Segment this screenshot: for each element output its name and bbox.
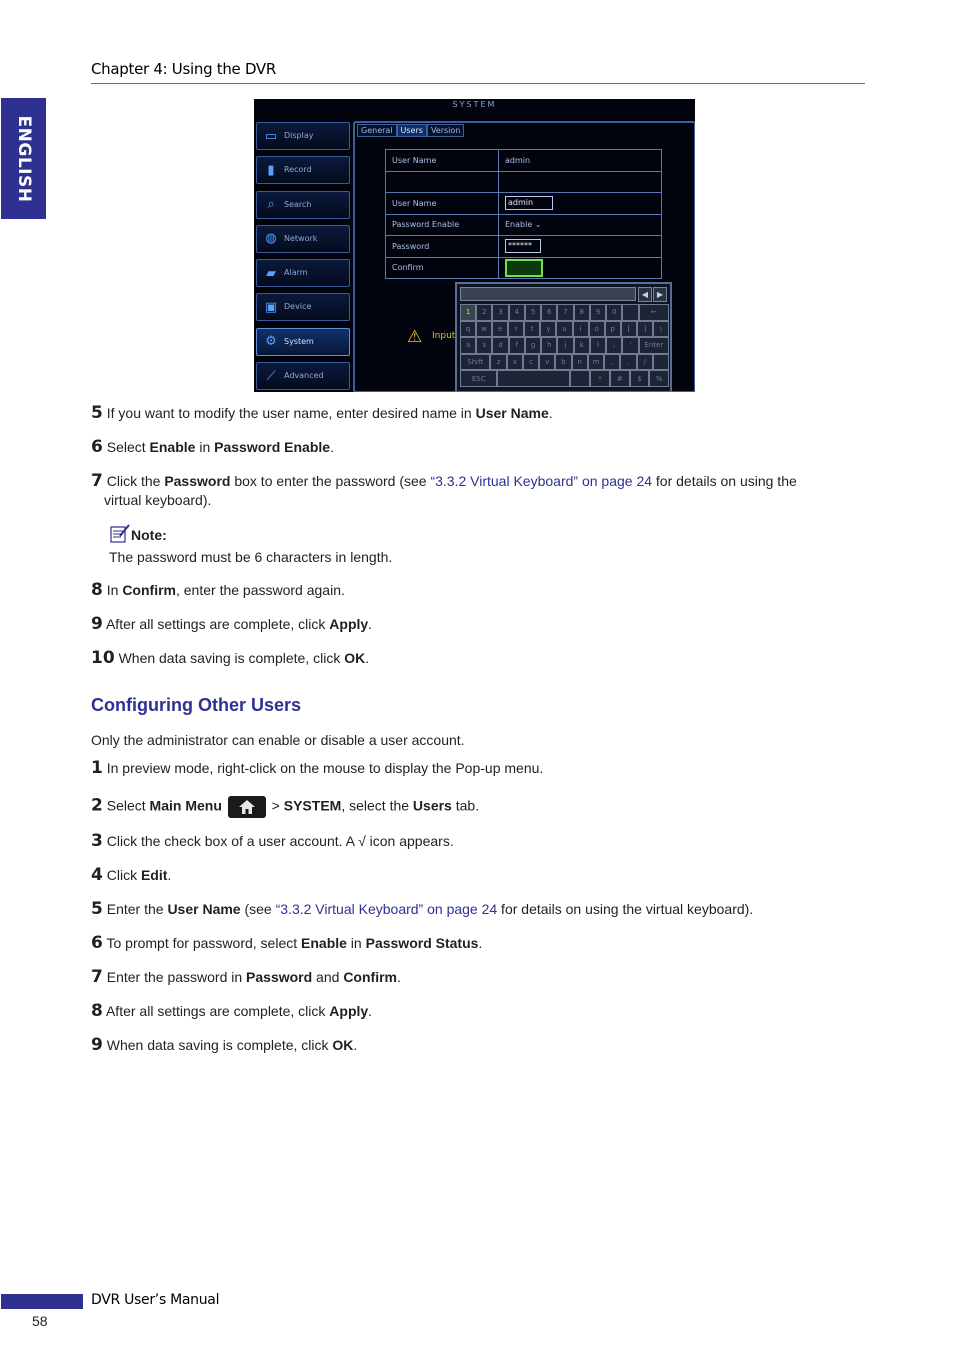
step-bold: Main Menu [149,797,222,814]
keyboard-input-field[interactable] [460,287,636,301]
step-number: 3 [91,831,103,851]
keyboard-key[interactable]: r [508,321,524,338]
keyboard-key[interactable]: y [540,321,556,338]
table-cell-empty [499,171,662,193]
step-text: . [368,1003,373,1019]
step-text: If you want to modify the user name, enter desired name in [106,405,476,421]
step-number: 4 [91,865,103,885]
keyboard-key[interactable]: m [588,354,604,371]
keyboard-key[interactable]: k [574,337,590,354]
step-text: To prompt for password, select [106,935,302,951]
keyboard-key[interactable]: t [524,321,540,338]
keyboard-row [460,304,669,321]
step-number: 5 [91,899,103,919]
step-item [91,615,372,634]
keyboard-key[interactable]: p [605,321,621,338]
step-text-continued: virtual keyboard). [104,492,212,508]
step-bold: Password [246,969,313,985]
note-label: Note: [131,527,167,543]
step-text: Click the check box of a user account. A √ icon appears. [106,833,454,849]
step-item [91,934,482,953]
keyboard-key[interactable]: l [590,337,606,354]
keyboard-key[interactable]: 7 [557,304,573,321]
keyboard-key[interactable]: 4 [509,304,525,321]
step-bold: SYSTEM [283,797,342,814]
dvr-menu-record[interactable] [256,156,350,184]
table-row [386,193,662,215]
step-bold: User Name [167,901,241,917]
keyboard-key[interactable]: g [525,337,541,354]
confirm-field[interactable] [505,259,543,277]
step-text: Select [106,797,150,814]
section-title: Configuring Other Users [91,695,302,715]
alarm-icon: ▰ [266,265,276,281]
dvr-window-title: SYSTEM [452,100,497,109]
step-bold: OK [344,650,366,666]
cross-reference-link[interactable]: “3.3.2 Virtual Keyboard” on page 24 [275,901,498,917]
step-text: After all settings are complete, click [105,616,330,632]
step-text: Enter the [106,901,168,917]
keyboard-key[interactable]: n [572,354,588,371]
page-number: 58 [32,1313,48,1329]
step-text: > [267,797,284,814]
step-bold: Password Enable [214,439,331,455]
step-text: (see [240,901,276,917]
step-bold: Apply [329,1003,369,1019]
step-bold: Enable [301,935,347,951]
step-number: 8 [91,580,103,600]
table-cell-label: Password Enable [386,214,499,236]
arrow-left-icon[interactable]: ◀ [638,287,652,302]
step-text: In [106,582,123,598]
magnifier-icon: ⌕ [267,197,275,213]
keyboard-key[interactable]: q [460,321,476,338]
dvr-menu-search[interactable] [256,191,350,219]
step-text: After all settings are complete, click [105,1003,330,1019]
cross-reference-link[interactable]: “3.3.2 Virtual Keyboard” on page 24 [430,473,653,489]
keyboard-key[interactable]: * [590,370,610,387]
tab-general[interactable]: General [357,124,397,137]
keyboard-key[interactable]: 3 [492,304,508,321]
keyboard-key[interactable]: v [539,354,555,371]
keyboard-key[interactable]: 2 [476,304,492,321]
keyboard-key[interactable] [622,304,638,321]
step-text: for details on using the [652,473,797,489]
film-icon: ▮ [267,162,275,178]
footer-bar [1,1294,83,1309]
step-number: 7 [91,967,103,987]
table-cell-value [499,236,662,258]
footer-manual-title: DVR User’s Manual [91,1292,220,1308]
shift-key[interactable]: Shift [460,354,490,371]
table-row [386,214,662,236]
dvr-menu-label: Display [284,131,314,140]
keyboard-key[interactable]: 5 [525,304,541,321]
step-text: Click [106,867,141,883]
main-menu-button [228,796,266,818]
password-enable-value: Enable [505,220,533,230]
step-text: in [346,935,366,951]
keyboard-key[interactable]: $ [630,370,650,387]
dvr-menu-label: Alarm [284,268,308,278]
keyboard-key[interactable]: x [507,354,523,371]
step-text: , enter the password again. [175,582,345,598]
keyboard-key[interactable]: # [610,370,630,387]
step-item [91,404,553,423]
step-number: 8 [91,1001,103,1021]
dvr-menu-label: Advanced [284,371,324,381]
step-item [91,472,797,510]
step-number: 9 [91,1035,103,1055]
chapter-header: Chapter 4: Using the DVR [91,60,865,84]
step-text: . [353,1037,358,1053]
table-cell-empty [386,171,499,193]
step-item [91,581,345,600]
keyboard-key[interactable]: o [589,321,605,338]
enter-key[interactable]: Enter [639,337,669,354]
keyboard-key[interactable]: u [556,321,572,338]
keyboard-key[interactable]: f [509,337,525,354]
keyboard-key[interactable]: s [476,337,492,354]
keyboard-row [460,354,669,371]
keyboard-key[interactable]: 8 [574,304,590,321]
step-number: 5 [91,403,103,423]
keyboard-key[interactable]: 6 [541,304,557,321]
keyboard-row [460,370,669,387]
step-item [91,796,479,818]
table-row [386,171,662,193]
keyboard-key[interactable]: / [637,354,653,371]
home-icon [228,796,266,818]
table-cell-value [499,193,662,215]
table-row [386,257,662,279]
keyboard-key[interactable]: e [492,321,508,338]
notepad-icon [109,524,130,543]
keyboard-key[interactable]: ] [637,321,653,338]
password-enable-select[interactable] [505,220,542,229]
keyboard-row [460,337,669,354]
monitor-icon: ▭ [264,128,278,144]
warning-icon: ⚠ [407,327,423,347]
step-text: . [167,867,172,883]
dvr-menu-label: Record [284,165,312,175]
step-number: 1 [91,758,103,778]
step-text: tab. [451,797,480,814]
step-number: 6 [91,437,103,457]
language-tab-label: ENGLISH [13,115,34,202]
language-tab [1,98,46,219]
keyboard-key[interactable]: 1 [460,304,476,321]
step-item [91,900,753,919]
table-cell-value: admin [499,150,662,172]
dvr-menu-alarm[interactable] [256,259,350,287]
keyboard-key[interactable] [570,370,590,387]
password-field[interactable]: ****** [505,239,541,253]
table-row [386,236,662,258]
dvr-users-table [385,149,662,279]
keyboard-key[interactable]: 0 [606,304,622,321]
step-text: . [478,935,483,951]
step-text: Select [106,439,150,455]
chevron-down-icon: ⌄ [534,220,542,230]
step-text: . [396,969,401,985]
step-text: for details on using the virtual keyboard). [497,901,754,917]
table-cell-label: Password [386,236,499,258]
keyboard-keys [460,304,669,387]
step-text: In preview mode, right-click on the mouse to display the Pop-up menu. [106,760,544,776]
keyboard-key[interactable]: 9 [590,304,606,321]
keyboard-key[interactable]: % [649,370,669,387]
step-text: . [330,439,334,455]
keyboard-row [460,321,669,338]
keyboard-key[interactable]: ' [622,337,638,354]
step-text: Enter the password in [106,969,247,985]
step-item [91,759,543,778]
step-text: . [365,650,370,666]
keyboard-key[interactable]: c [523,354,539,371]
network-globe-icon: ◍ [265,231,277,247]
table-cell-label: User Name [386,193,499,215]
step-bold: Password [164,473,231,489]
dvr-tab-bar [357,124,464,137]
step-text: , select the [341,797,413,814]
keyboard-key[interactable]: w [476,321,492,338]
table-cell-value [499,214,662,236]
table-row[interactable] [386,150,662,172]
step-bold: Edit [140,867,168,883]
step-text: When data saving is complete, click [118,650,345,666]
keyboard-key[interactable]: \ [653,321,669,338]
table-cell-label: Confirm [386,257,499,279]
step-number: 9 [91,614,103,634]
step-item [91,832,454,851]
step-text: box to enter the password (see [230,473,431,489]
table-cell-value [499,257,662,279]
step-text: in [195,439,215,455]
arrow-right-icon[interactable]: ▶ [653,287,667,302]
dvr-menu-network[interactable] [256,225,350,253]
step-text: . [368,616,373,632]
step-bold: Enable [149,439,196,455]
step-bold: Apply [329,616,369,632]
step-bold: User Name [475,405,549,421]
table-cell-label: User Name [386,150,499,172]
warning-text: Input [432,331,456,341]
gear-icon: ⚙ [265,334,277,350]
step-bold: Password Status [365,935,479,951]
keyboard-key[interactable]: b [555,354,571,371]
step-item [91,968,401,987]
step-number: 6 [91,933,103,953]
keyboard-key[interactable]: [ [621,321,637,338]
step-item [91,438,334,457]
step-item [91,649,369,668]
note-text: The password must be 6 characters in length. [109,549,393,565]
tab-version[interactable]: Version [427,124,464,137]
step-item [91,866,171,885]
step-text: . [548,405,553,421]
esc-key[interactable]: ESC [460,370,497,387]
step-text: When data saving is complete, click [106,1037,333,1053]
keyboard-key[interactable]: a [460,337,476,354]
keyboard-key[interactable]: h [541,337,557,354]
step-bold: Confirm [343,969,397,985]
keyboard-key[interactable]: d [492,337,508,354]
space-key[interactable] [497,370,570,387]
keyboard-key[interactable]: . [620,354,636,371]
step-item [91,1002,372,1021]
dvr-menu-label: Network [284,233,318,243]
keyboard-key[interactable] [653,354,669,371]
dvr-menu-label: System [284,336,314,346]
step-bold: Confirm [122,582,176,598]
device-icon: ▣ [264,299,278,315]
backspace-key[interactable]: ← [639,304,669,321]
dvr-menu-system[interactable] [256,328,350,356]
dvr-menu-advanced[interactable] [256,362,350,390]
section-intro: Only the administrator can enable or disable a user account. [91,732,465,748]
keyboard-key[interactable]: , [604,354,620,371]
dvr-sidebar-menu [256,122,350,392]
step-number: 10 [91,648,115,668]
keyboard-key[interactable]: j [557,337,573,354]
wrench-icon: ⟋ [266,368,276,384]
keyboard-key[interactable]: i [573,321,589,338]
note-heading [109,524,167,543]
step-bold: Users [412,797,452,814]
step-item [91,1036,357,1055]
step-text: Click the [106,473,165,489]
dvr-menu-label: Search [284,199,312,209]
dvr-system-screenshot [254,99,695,392]
dvr-menu-display[interactable] [256,122,350,150]
tab-users[interactable]: Users [397,124,427,137]
step-text: and [312,969,344,985]
step-bold: OK [332,1037,354,1053]
dvr-menu-device[interactable] [256,293,350,321]
keyboard-key[interactable]: z [490,354,506,371]
step-number: 2 [91,795,103,816]
user-name-field[interactable]: admin [505,196,553,210]
step-number: 7 [91,471,103,491]
keyboard-key[interactable]: ; [606,337,622,354]
dvr-menu-label: Device [284,302,312,312]
virtual-keyboard [455,282,672,392]
